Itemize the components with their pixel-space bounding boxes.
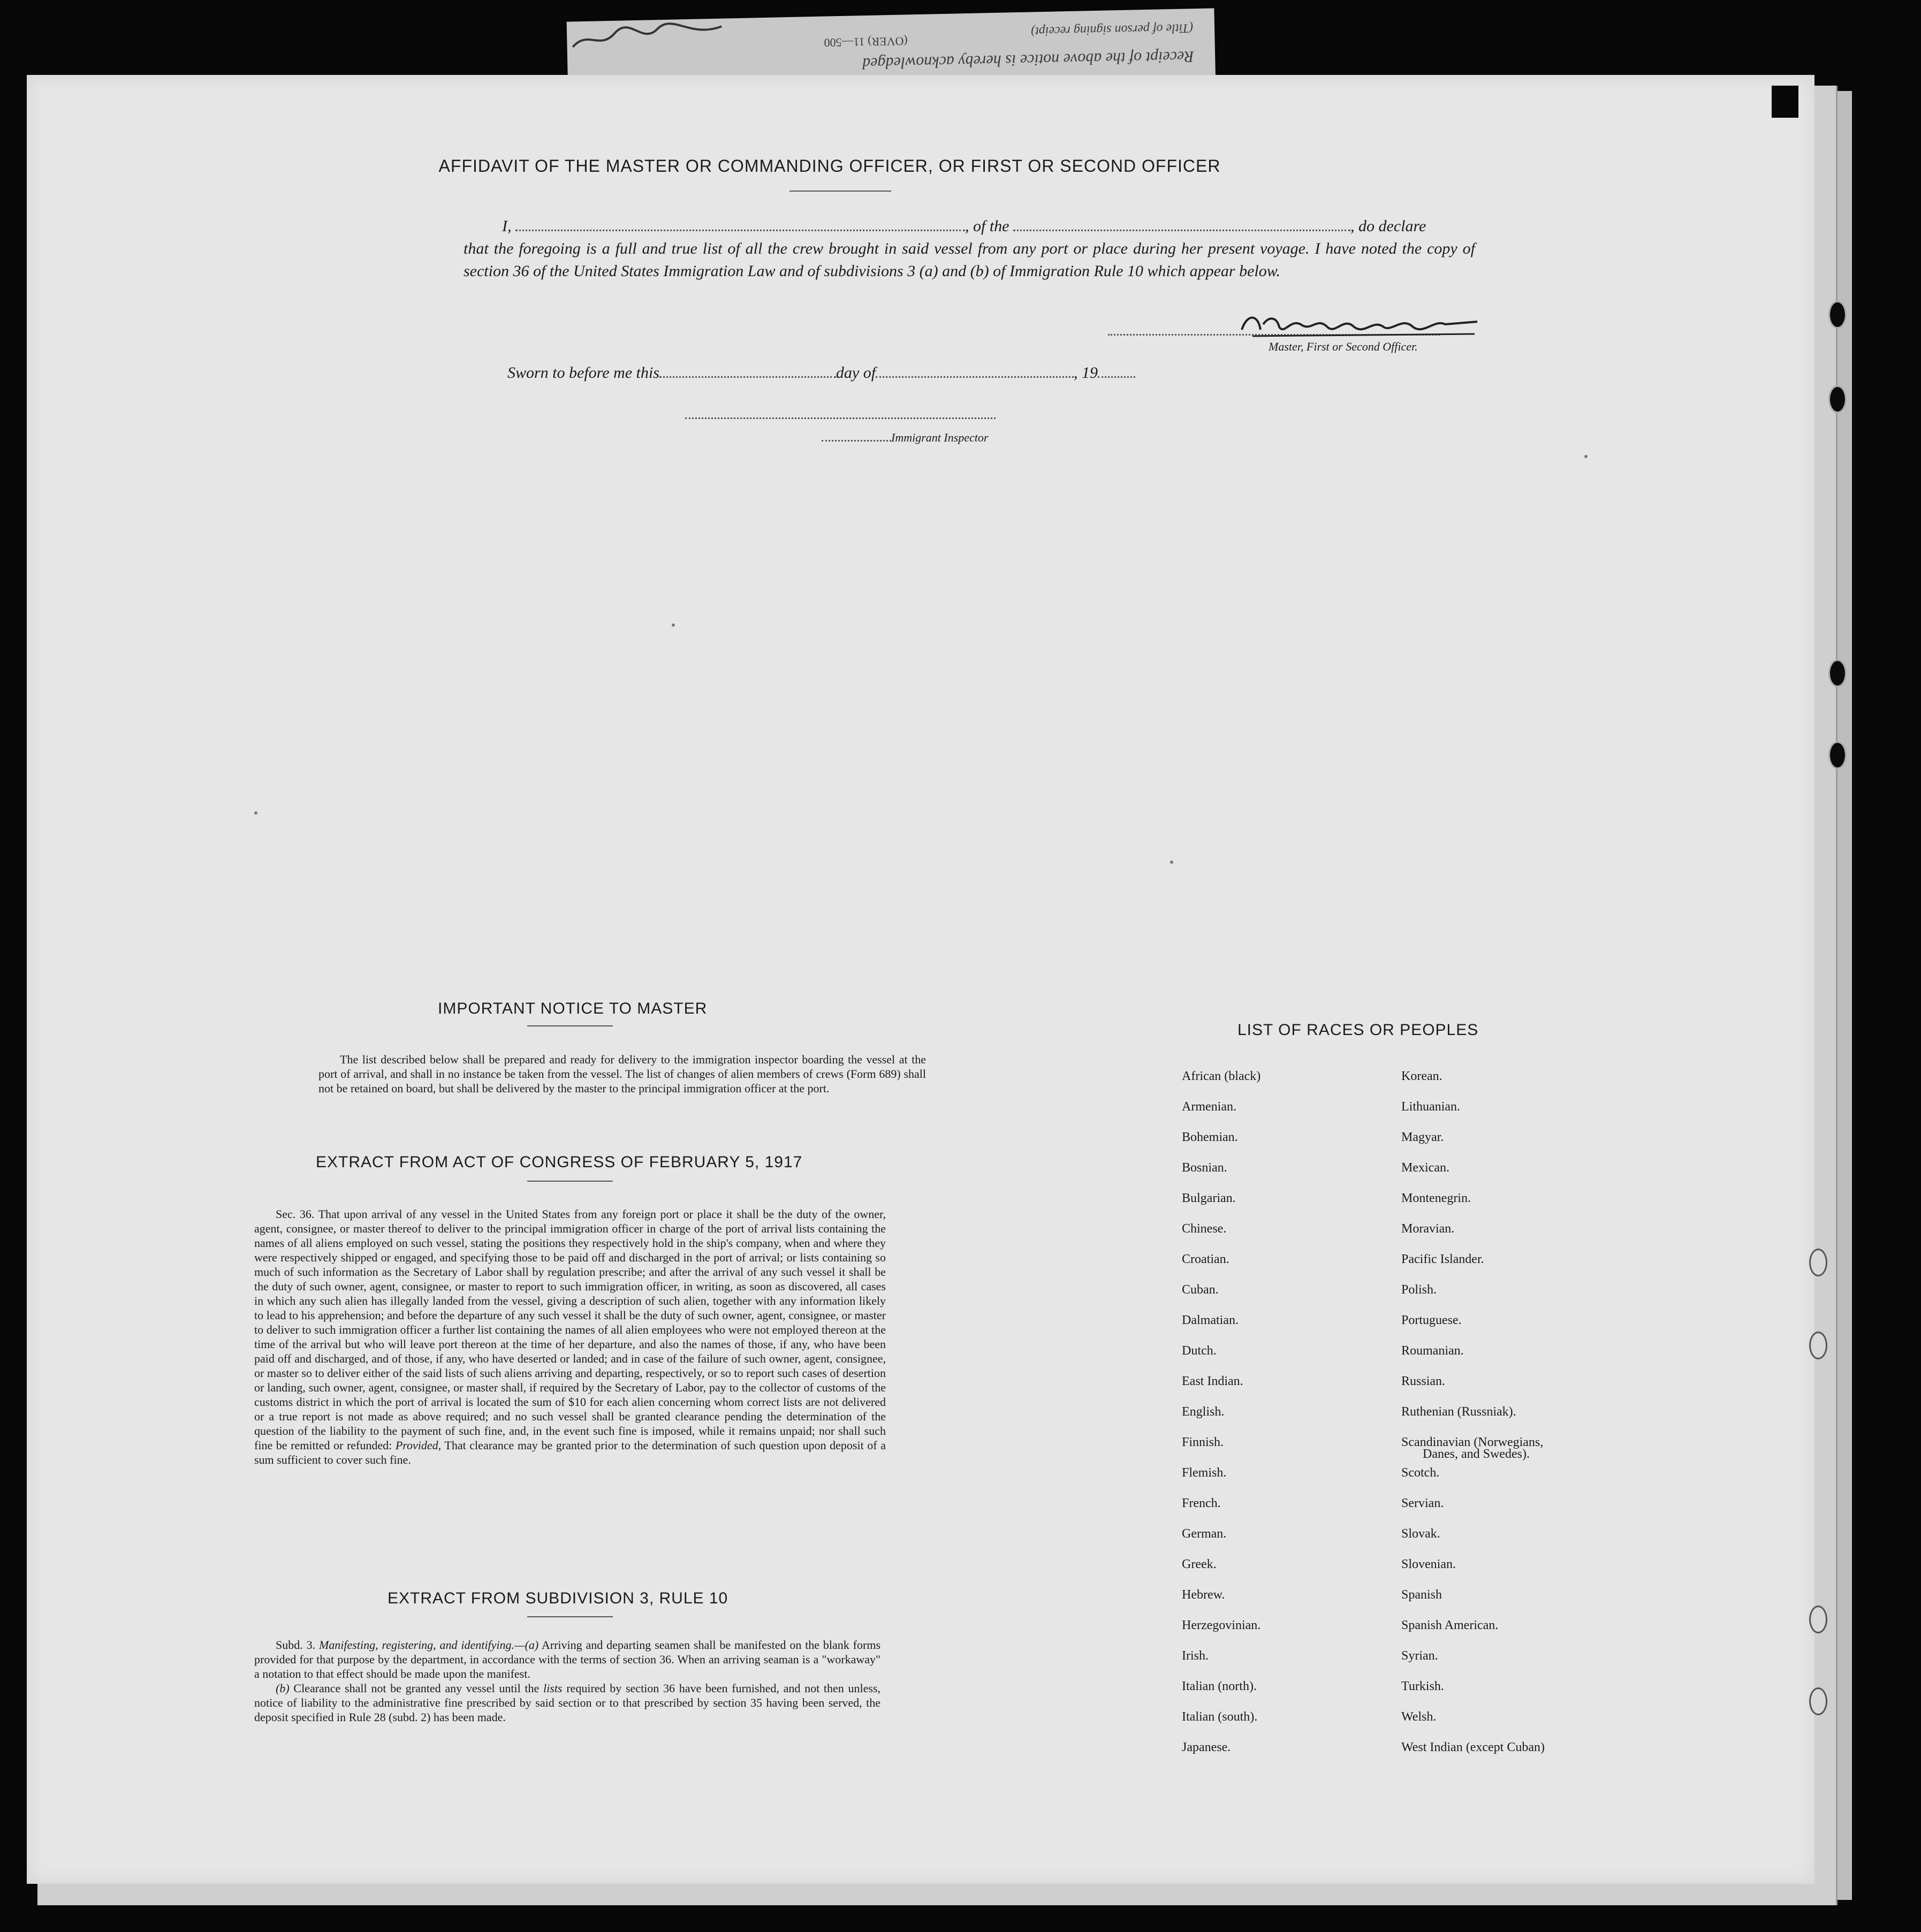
slip-form-mark: (OVER) 11—500: [824, 34, 908, 50]
race-item: Syrian.: [1401, 1649, 1438, 1663]
notice-title: IMPORTANT NOTICE TO MASTER: [438, 1000, 708, 1017]
races-column-2: [1401, 1069, 1545, 1771]
signature-caption: Master, First or Second Officer.: [1269, 340, 1418, 353]
race-item: Bulgarian.: [1182, 1191, 1236, 1205]
rule-extract-title: EXTRACT FROM SUBDIVISION 3, RULE 10: [388, 1589, 728, 1607]
punch-hole: [1809, 1332, 1827, 1359]
race-item: French.: [1182, 1496, 1221, 1510]
race-item: Herzegovinian.: [1182, 1618, 1261, 1632]
race-item: East Indian.: [1182, 1374, 1243, 1388]
subd-heading: Manifesting, registering, and identifying.—(a): [318, 1638, 539, 1652]
race-item: West Indian (except Cuban): [1401, 1740, 1545, 1754]
page-notch: [1772, 86, 1798, 118]
slip-title-line: (Title of person signing receipt): [1030, 21, 1194, 39]
scan-speck: [1584, 455, 1588, 458]
races-title: LIST OF RACES OR PEOPLES: [1237, 1021, 1479, 1039]
race-item: Servian.: [1401, 1496, 1444, 1510]
subd-label: Subd. 3.: [276, 1638, 316, 1652]
officer-signature: [1231, 303, 1483, 346]
affidavit-of-the: , of the: [965, 217, 1009, 235]
race-item: Magyar.: [1401, 1130, 1444, 1144]
slip-handwriting: [566, 14, 728, 58]
rule-extract-text: [254, 1638, 880, 1724]
act-extract-title: EXTRACT FROM ACT OF CONGRESS OF FEBRUARY 5, 1917: [316, 1153, 803, 1171]
act-rule: [527, 1181, 613, 1182]
race-item: Dalmatian.: [1182, 1313, 1239, 1327]
rule-rule: [527, 1616, 613, 1617]
race-item: Korean.: [1401, 1069, 1442, 1083]
scan-speck: [1170, 861, 1173, 864]
scan-speck: [672, 623, 675, 627]
affidavit-i: I,: [502, 217, 512, 235]
race-item: Scandinavian (Norwegians,: [1401, 1435, 1544, 1449]
race-item: Japanese.: [1182, 1740, 1231, 1754]
sworn-line: [507, 364, 1135, 382]
race-item: Flemish.: [1182, 1466, 1227, 1480]
race-item: Turkish.: [1401, 1679, 1444, 1693]
name-field[interactable]: [515, 218, 965, 231]
notice-rule: [527, 1025, 613, 1026]
sworn-prefix: Sworn to before me this: [507, 364, 659, 382]
para-b-label: (b): [276, 1682, 290, 1695]
race-item: Finnish.: [1182, 1435, 1224, 1449]
race-item: Welsh.: [1401, 1710, 1437, 1724]
inspector-caption: [822, 431, 988, 445]
punch-hole: [1809, 1606, 1827, 1633]
race-item: German.: [1182, 1527, 1227, 1541]
race-item: Italian (north).: [1182, 1679, 1257, 1693]
race-item: Portuguese.: [1401, 1313, 1462, 1327]
punch-hole: [1828, 659, 1847, 687]
slip-receipt-line: Receipt of the above notice is hereby acknowledged: [862, 48, 1194, 73]
race-item: Croatian.: [1182, 1252, 1229, 1266]
race-item: Scotch.: [1401, 1466, 1440, 1480]
sworn-month-field[interactable]: [876, 364, 1074, 378]
race-item: Dutch.: [1182, 1344, 1217, 1358]
para-b-pre: Clearance shall not be granted any vessel until the: [293, 1682, 540, 1695]
sworn-year: , 19: [1074, 364, 1098, 382]
inspector-caption-text: Immigrant Inspector: [891, 431, 989, 444]
sworn-year-field[interactable]: [1098, 364, 1135, 378]
race-item: Bosnian.: [1182, 1161, 1227, 1175]
act-extract-text: [254, 1207, 886, 1467]
race-item: Polish.: [1401, 1283, 1437, 1297]
race-item: Slovak.: [1401, 1527, 1440, 1541]
race-item: Russian.: [1401, 1374, 1446, 1388]
race-item: Spanish: [1401, 1588, 1442, 1602]
title-rule: [789, 191, 891, 192]
para-b-lists: lists: [543, 1682, 563, 1695]
affidavit-body: [464, 215, 1475, 283]
race-item: Greek.: [1182, 1557, 1217, 1571]
affidavit-declare: , do declare: [1350, 217, 1426, 235]
document-page: [27, 75, 1814, 1884]
race-item: Lithuanian.: [1401, 1100, 1460, 1114]
race-item: Montenegrin.: [1401, 1191, 1471, 1205]
race-item: Slovenian.: [1401, 1557, 1456, 1571]
scan-speck: [254, 811, 257, 815]
race-item: Bohemian.: [1182, 1130, 1238, 1144]
notice-paragraph: The list described below shall be prepared and ready for delivery to the immigration inspector boarding the vessel at the port of arrival, and shall in no instance be taken from the vessel. The list of changes of alien members of crews (Form 689) shall not be retained on board, but shall be delivered by the master to the principal immigration officer at the port.: [318, 1053, 926, 1095]
punch-hole: [1809, 1687, 1827, 1715]
race-item: Italian (south).: [1182, 1710, 1258, 1724]
sworn-day-field[interactable]: [659, 364, 836, 378]
race-item: Pacific Islander.: [1401, 1252, 1484, 1266]
race-item: Mexican.: [1401, 1161, 1449, 1175]
race-item: Irish.: [1182, 1649, 1209, 1663]
inspector-dots: [822, 431, 891, 442]
races-column-1: [1182, 1069, 1261, 1771]
race-item: Armenian.: [1182, 1100, 1236, 1114]
race-item: Spanish American.: [1401, 1618, 1499, 1632]
race-item: Ruthenian (Russniak).: [1401, 1405, 1516, 1419]
race-item: Hebrew.: [1182, 1588, 1225, 1602]
race-item: Cuban.: [1182, 1283, 1219, 1297]
vessel-field[interactable]: [1013, 218, 1350, 231]
para-b-post: required by section 36 have been furnished, and not then unless, notice of liability to the administrative fine prescribed by said section or to that prescribed by section 35 having been served, the deposit specified in Rule 28 (subd. 2) has been made.: [254, 1682, 881, 1724]
affidavit-title: AFFIDAVIT OF THE MASTER OR COMMANDING OFFICER, OR FIRST OR SECOND OFFICER: [438, 156, 1221, 176]
sworn-day-of: day of: [836, 364, 876, 382]
provided-label: Provided,: [395, 1439, 442, 1452]
race-item: English.: [1182, 1405, 1225, 1419]
race-item: Roumanian.: [1401, 1344, 1464, 1358]
punch-hole: [1828, 385, 1847, 413]
scandinavian-continuation: Danes, and Swedes).: [1423, 1447, 1530, 1461]
proviso-text: That clearance may be granted prior to the determination of such question upon deposit of a sum sufficient to cover such fine.: [254, 1439, 886, 1466]
race-item: African (black): [1182, 1069, 1261, 1083]
para-a-text: Arriving and departing seamen shall be manifested on the blank forms provided for that purpose by the department, in accordance with the terms of section 36. When an arriving seaman is a "workaway" a notation to that effect should be made upon the manifest.: [254, 1638, 880, 1680]
punch-hole: [1809, 1249, 1827, 1276]
sec-36-text: Sec. 36. That upon arrival of any vessel in the United States from any foreign port or place it shall be the duty of the owner, agent, consignee, or master thereof to deliver to the principal immigration officer in charge of the port of arrival lists containing the names of all aliens employed on such vessel, stating the positions they respectively hold in the ship's company, when and where they were respectively shipped or engaged, and specifying those to be paid off and discharged in the port of arrival; or lists containing so much of such information as the Secretary of Labor shall by regulation prescribe; and after the arrival of any such vessel it shall be the duty of such owner, agent, consignee, or master to report to such immigration officer, in writing, as soon as discovered, all cases in which any such alien has illegally landed from the vessel, giving a description of such alien, together with any information likely to lead to his apprehension; and before the departure of any such vessel it shall be the duty of such owner, agent, consignee, or master to deliver to such immigration officer a further list containing the names of all alien employees who were not employed thereon at the time of the arrival but who will leave port thereon at the time of her departure, and also the names of those, if any, who have been paid off and discharged, and of those, if any, who have deserted or landed; and in case of the failure of such owner, agent, consignee, or master so to deliver either of the said lists of such aliens arriving and departing, respectively, or so to report such cases of desertion or landing, such owner, agent, consignee, or master shall, if required by the Secretary of Labor, pay to the collector of customs of the customs district in which the port of arrival is located the sum of $10 for each alien concerning whom correct lists are not delivered or a true report is not made as above required; and no such vessel shall be granted clearance pending the determination of the question of the liability to the payment of such fine, and, in the event such fine is imposed, while it remains unpaid; nor shall such fine be remitted or refunded:: [254, 1207, 886, 1452]
notice-text: [318, 1052, 926, 1096]
punch-hole: [1828, 741, 1847, 769]
affidavit-first-line: [502, 215, 1475, 238]
punch-hole: [1828, 301, 1847, 329]
race-item: Moravian.: [1401, 1222, 1455, 1236]
inspector-signature-line[interactable]: [685, 417, 996, 419]
affidavit-statement: that the foregoing is a full and true list of all the crew brought in said vessel from any port or place during her present voyage. I have noted the copy of section 36 of the United States Immigration Law and of subdivisions 3 (a) and (b) of Immigration Rule 10 which appear below.: [464, 240, 1475, 280]
race-item: Chinese.: [1182, 1222, 1227, 1236]
